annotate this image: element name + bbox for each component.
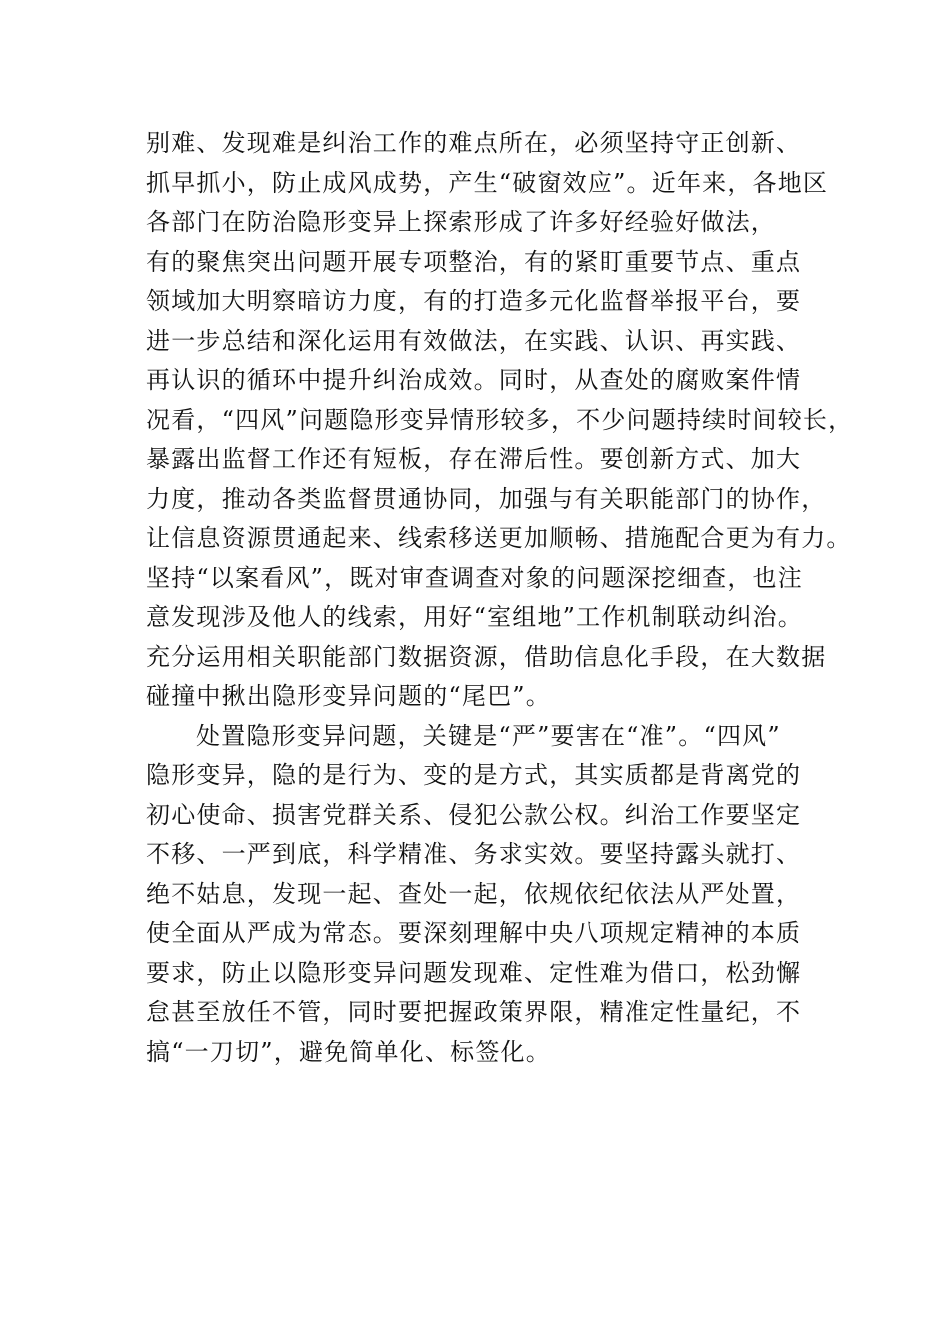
text-line: 使全面从严成为常态。要深刻理解中央八项规定精神的本质 [146,919,802,947]
text-line: 进一步总结和深化运用有效做法，在实践、认识、再实践、 [146,326,802,355]
text-line: 不移、一严到底，科学精准、务求实效。要坚持露头就打、 [146,840,802,868]
text-line: 隐形变异，隐的是行为、变的是方式，其实质都是背离党的 [146,761,802,789]
text-line: 充分运用相关职能部门数据资源，借助信息化手段，在大数据 [146,642,827,671]
text-line: 绝不姑息，发现一起、查处一起，依规依纪依法从严处置， [146,879,802,908]
paragraph-start-line: 处置隐形变异问题，关键是“严”要害在“准”。“四风” [196,721,781,750]
text-line: 抓早抓小，防止成风成势，产生“破窗效应”。近年来，各地区 [146,168,829,197]
text-line: 搞“一刀切”，避免简单化、标签化。 [146,1037,551,1066]
text-line: 让信息资源贯通起来、线索移送更加顺畅、措施配合更为有力。 [146,524,852,552]
text-line: 各部门在防治隐形变异上探索形成了许多好经验好做法， [146,208,776,236]
text-line: 初心使命、损害党群关系、侵犯公款公权。纠治工作要坚定 [146,800,802,829]
text-line: 暴露出监督工作还有短板，存在滞后性。要创新方式、加大 [146,445,802,473]
text-line: 有的聚焦突出问题开展专项整治，有的紧盯重要节点、重点 [146,247,802,276]
text-line: 领域加大明察暗访力度，有的打造多元化监督举报平台，要 [146,287,802,315]
text-line: 况看，“四风”问题隐形变异情形较多，不少问题持续时间较长， [146,405,854,434]
document-body [146,124,866,1072]
text-line: 再认识的循环中提升纠治成效。同时，从查处的腐败案件情 [146,366,802,394]
text-line: 要求，防止以隐形变异问题发现难、定性难为借口，松劲懈 [146,958,802,987]
text-line: 碰撞中揪出隐形变异问题的“尾巴”。 [146,682,551,710]
text-line: 坚持“以案看风”，既对审查调查对象的问题深挖细查，也注 [146,563,803,592]
text-line: 意发现涉及他人的线索，用好“室组地”工作机制联动纠治。 [146,603,803,631]
text-line: 怠甚至放任不管，同时要把握政策界限，精准定性量纪，不 [146,998,802,1026]
text-line: 别难、发现难是纠治工作的难点所在，必须坚持守正创新、 [146,129,802,157]
text-line: 力度，推动各类监督贯通协同，加强与有关职能部门的协作， [146,484,827,513]
